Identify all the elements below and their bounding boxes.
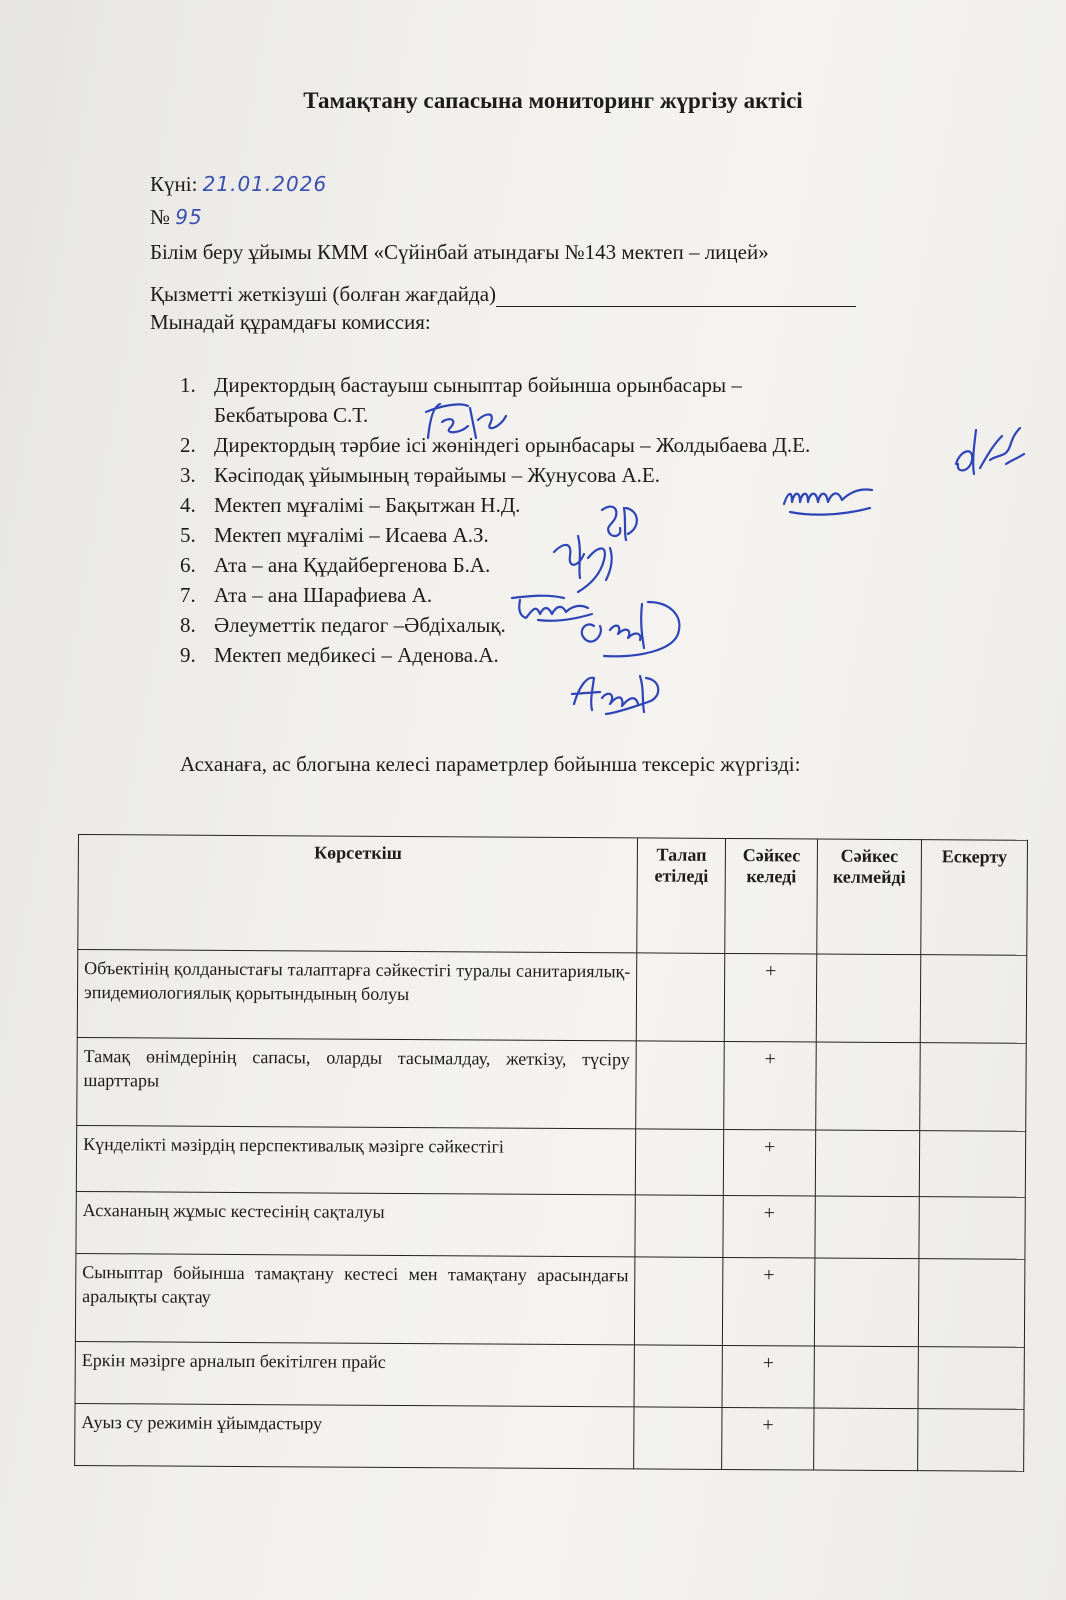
organization-line: Білім беру ұйымы КММ «Сүйінбай атындағы №143 мектеп – лицей» bbox=[150, 240, 769, 264]
supplier-line bbox=[150, 282, 856, 307]
table-row: Асхананың жұмыс кестесінің сақталуы + bbox=[76, 1191, 1025, 1259]
date-line bbox=[150, 172, 327, 197]
member-item: 9. Мектеп медбикесі – Аденова.А. bbox=[180, 643, 499, 667]
header-not-complies: Сәйкес келмейді bbox=[817, 839, 922, 955]
member-item: 3. Кәсіподақ ұйымының төрайымы – Жунусова А.Е. bbox=[180, 463, 660, 487]
table-header-row bbox=[78, 835, 1028, 956]
number-label: № bbox=[150, 205, 171, 229]
commission-label: Мынадай құрамдағы комиссия: bbox=[150, 310, 431, 334]
table-row: Сыныптар бойынша тамақтану кестесі мен тамақтану арасындағы аралықты сақтау + bbox=[75, 1253, 1025, 1347]
member-item: 7. Ата – ана Шарафиева А. bbox=[180, 583, 433, 607]
signature-7 bbox=[570, 596, 690, 666]
signature-2 bbox=[950, 424, 1030, 484]
member-item: 6. Ата – ана Құдайбергенова Б.А. bbox=[180, 553, 491, 577]
header-complies: Сәйкес келеді bbox=[725, 838, 818, 954]
inspection-table bbox=[74, 834, 1028, 1472]
member-item: 4. Мектеп мұғалімі – Бақытжан Н.Д. bbox=[180, 493, 521, 517]
table-row: Тамақ өнімдерінің сапасы, оларды тасымалдау, жеткізу, түсіру шарттары + bbox=[77, 1037, 1027, 1131]
member-item: 2. Директордың тәрбие ісі жөніндегі орынбасары – Жолдыбаева Д.Е. bbox=[180, 433, 811, 457]
document-title: Тамақтану сапасына мониторинг жүргізу актісі bbox=[303, 88, 803, 113]
supplier-label: Қызметті жеткізуші (болған жағдайда) bbox=[150, 282, 497, 306]
number-value: 95 bbox=[175, 205, 203, 229]
table-row: Объектінің қолданыстағы талаптарға сәйкестігі туралы санитариялық-эпидемиологиялық қорытындының болуы + bbox=[77, 950, 1027, 1044]
date-label: Күні: bbox=[150, 172, 198, 196]
signature-8 bbox=[566, 668, 666, 718]
number-line bbox=[150, 205, 203, 230]
header-note: Ескерту bbox=[921, 840, 1028, 956]
header-required: Талап етіледі bbox=[637, 838, 726, 954]
supplier-blank bbox=[496, 288, 856, 307]
table-row: Ауыз су режимін ұйымдастыру + bbox=[75, 1403, 1024, 1471]
member-item: 5. Мектеп мұғалімі – Исаева А.З. bbox=[180, 523, 489, 547]
signature-1 bbox=[420, 398, 510, 448]
table-row: Күнделікті мәзірдің перспективалық мәзірге сәйкестігі + bbox=[76, 1125, 1025, 1197]
table-row: Еркін мәзірге арналып бекітілген прайс + bbox=[75, 1341, 1024, 1409]
signature-3 bbox=[780, 478, 880, 518]
member-item: 8. Әлеуметтік педагог –Әбдіхалық. bbox=[180, 613, 506, 637]
inspection-intro: Асханаға, ас блогына келесі параметрлер бойынша тексеріс жүргізді: bbox=[180, 752, 801, 776]
date-value: 21.01.2026 bbox=[202, 172, 328, 196]
header-indicator: Көрсеткіш bbox=[78, 835, 638, 953]
member-item: 1. Директордың бастауыш сыныптар бойынша орынбасары – Бекбатырова С.Т. bbox=[180, 373, 742, 427]
